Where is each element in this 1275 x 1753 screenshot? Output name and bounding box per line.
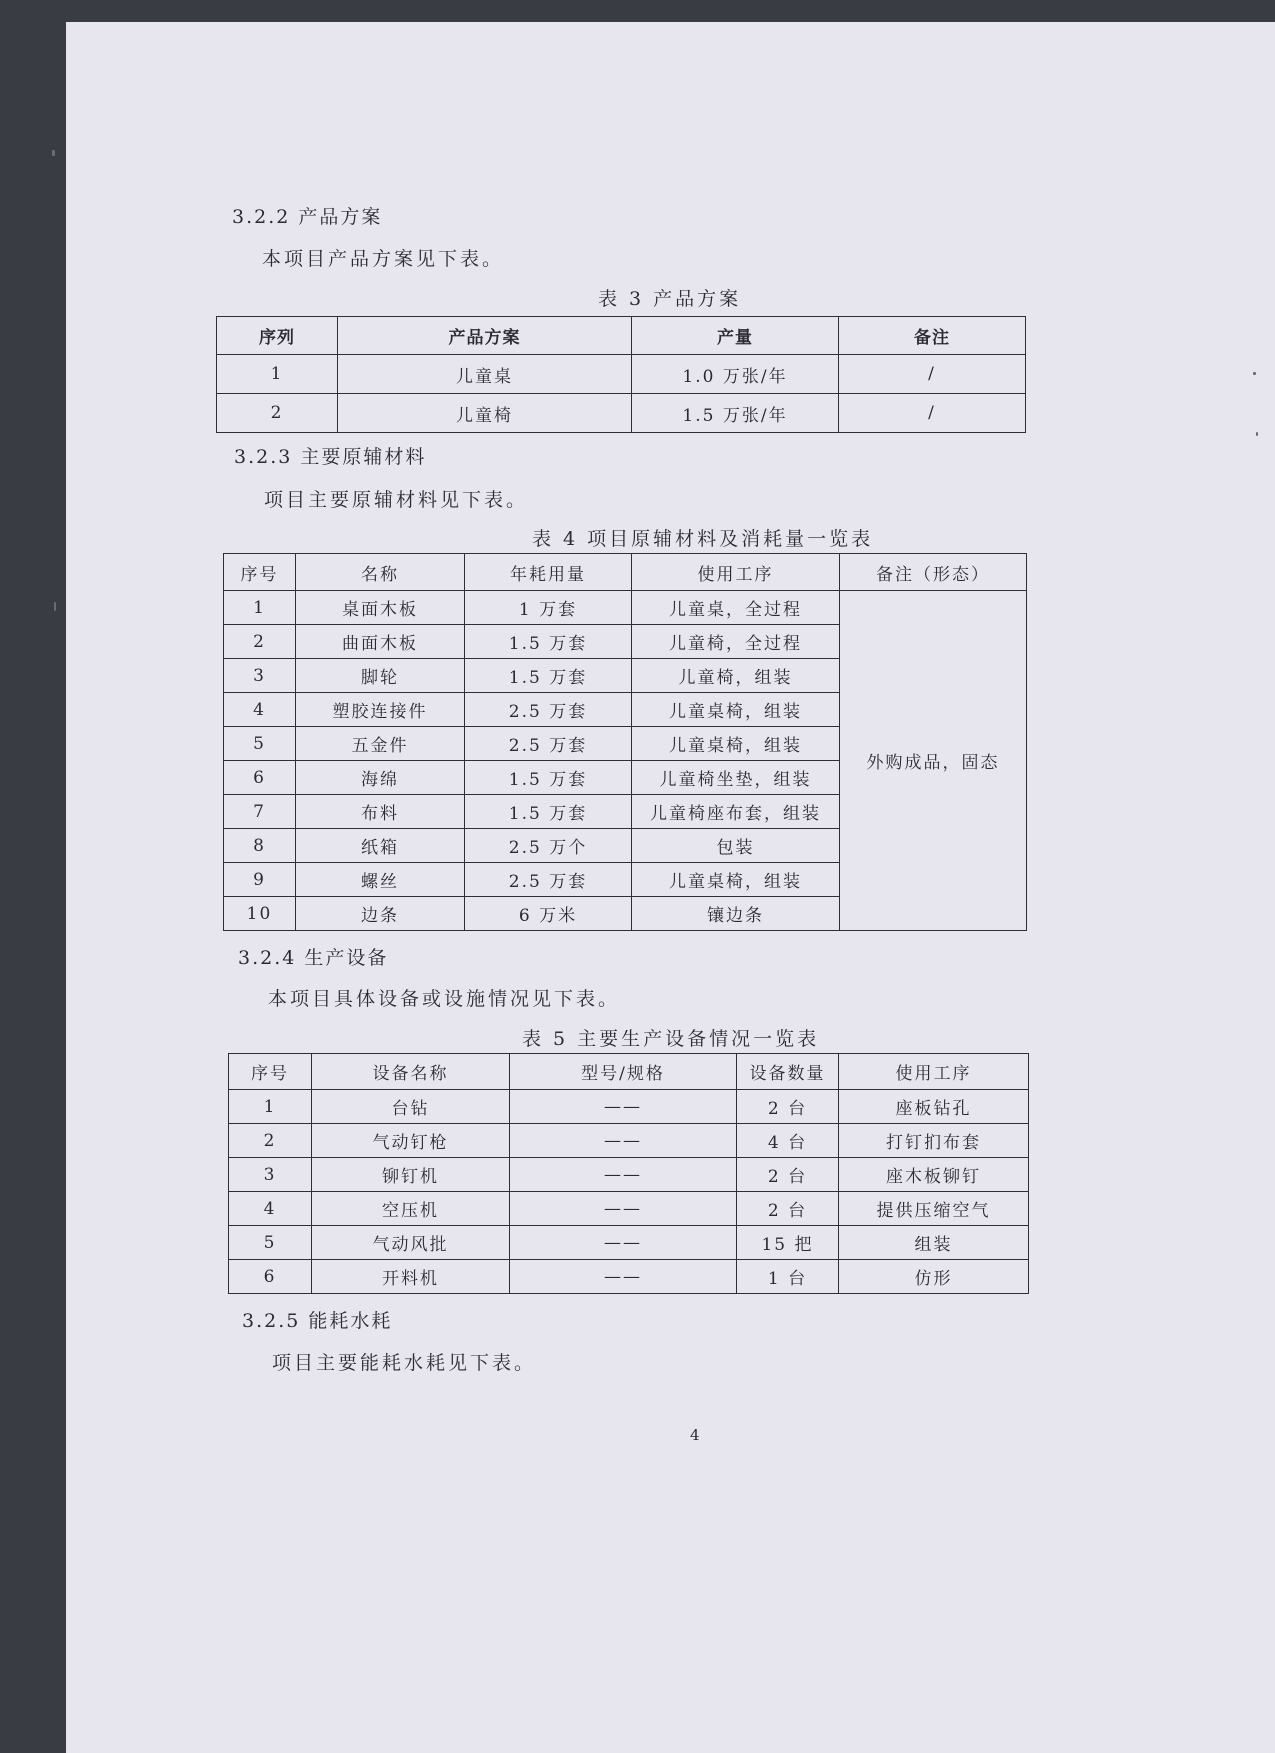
table-row [229,1124,1029,1158]
table-cell: —— [510,1158,737,1192]
table-cell: 儿童桌椅，组装 [632,693,840,727]
table-cell: 儿童桌椅，组装 [632,727,840,761]
table-row [229,1192,1029,1226]
table-cell: 曲面木板 [296,625,465,659]
table-row [229,1260,1029,1294]
table-cell: 9 [224,863,296,897]
table-cell: 2 台 [737,1158,839,1192]
table-cell: 4 台 [737,1124,839,1158]
table-cell: 儿童椅座布套，组装 [632,795,840,829]
table-cell: 气动钉枪 [312,1124,510,1158]
table-cell: 1 [224,591,296,625]
table-cell: / [839,394,1026,433]
section-text-3-2-2: 本项目产品方案见下表。 [262,248,505,270]
table3-header: 序列 [217,317,338,355]
table-cell: 儿童椅坐垫，组装 [632,761,840,795]
table-cell: —— [510,1124,737,1158]
table3-header: 产品方案 [338,317,632,355]
table-cell: 5 [224,727,296,761]
table-cell: 台钻 [312,1090,510,1124]
table-cell: 包装 [632,829,840,863]
table-cell: 2.5 万个 [465,829,632,863]
table-cell: —— [510,1090,737,1124]
table4-header: 年耗用量 [465,554,632,591]
table-cell: 布料 [296,795,465,829]
table-cell: 儿童椅，组装 [632,659,840,693]
table-cell: —— [510,1260,737,1294]
table3-caption: 表 3 产品方案 [598,288,742,310]
table-cell: 6 [229,1260,312,1294]
table-cell: 10 [224,897,296,931]
table5-header: 使用工序 [839,1054,1029,1090]
table-cell: 1 [229,1090,312,1124]
section-heading-3-2-2: 3.2.2 产品方案 [232,206,383,228]
table4-caption: 表 4 项目原辅材料及消耗量一览表 [532,528,874,550]
section-text-3-2-4: 本项目具体设备或设施情况见下表。 [268,988,621,1010]
table4-header: 序号 [224,554,296,591]
table-cell: 脚轮 [296,659,465,693]
table-cell: 6 [224,761,296,795]
document-page [66,22,1275,1753]
table-cell: 1 万套 [465,591,632,625]
table3-product-plan [216,316,1026,433]
table-row [229,1090,1029,1124]
table-row [217,355,1026,394]
table-cell: 空压机 [312,1192,510,1226]
section-heading-3-2-3: 3.2.3 主要原辅材料 [234,446,427,468]
table5-header: 设备名称 [312,1054,510,1090]
table4-header: 使用工序 [632,554,840,591]
table-row [229,1226,1029,1260]
table-cell: 1.5 万张/年 [632,394,839,433]
table-cell: 塑胶连接件 [296,693,465,727]
table-cell: 1 台 [737,1260,839,1294]
table-cell: 螺丝 [296,863,465,897]
table-cell: 纸箱 [296,829,465,863]
table-cell: 镶边条 [632,897,840,931]
table-cell: 儿童桌 [338,355,632,394]
table-cell: 座木板铆钉 [839,1158,1029,1192]
table-cell: 15 把 [737,1226,839,1260]
table-cell: 2.5 万套 [465,863,632,897]
scan-speck [52,150,55,156]
table4-remark-cell: 外购成品，固态 [840,591,1027,931]
table-cell: —— [510,1192,737,1226]
table-cell: 3 [224,659,296,693]
table-cell: 打钉扪布套 [839,1124,1029,1158]
section-heading-3-2-4: 3.2.4 生产设备 [238,947,389,969]
table-row [224,591,1027,625]
table-cell: 7 [224,795,296,829]
table-cell: 海绵 [296,761,465,795]
table-cell: 1 [217,355,338,394]
table4-raw-materials [223,553,1027,931]
table5-caption: 表 5 主要生产设备情况一览表 [522,1028,820,1050]
table-cell: 2.5 万套 [465,693,632,727]
page-number: 4 [690,1426,700,1444]
table-cell: 3 [229,1158,312,1192]
table-cell: 气动风批 [312,1226,510,1260]
table-cell: 2 台 [737,1192,839,1226]
table-cell: 6 万米 [465,897,632,931]
table-cell: 边条 [296,897,465,931]
table-cell: 5 [229,1226,312,1260]
table-cell: 1.0 万张/年 [632,355,839,394]
table-cell: 儿童椅 [338,394,632,433]
table3-header: 产量 [632,317,839,355]
table-cell: 儿童桌，全过程 [632,591,840,625]
table5-header: 设备数量 [737,1054,839,1090]
section-text-3-2-5: 项目主要能耗水耗见下表。 [272,1352,537,1374]
section-heading-3-2-5: 3.2.5 能耗水耗 [242,1310,393,1332]
table-row [217,394,1026,433]
table-cell: 提供压缩空气 [839,1192,1029,1226]
table-cell: —— [510,1226,737,1260]
scan-speck [1256,432,1258,436]
table-cell: 铆钉机 [312,1158,510,1192]
scan-speck [54,602,56,611]
scan-speck [1253,372,1256,375]
table-row [229,1158,1029,1192]
table5-header: 序号 [229,1054,312,1090]
table-cell: / [839,355,1026,394]
table-cell: 4 [229,1192,312,1226]
table-cell: 2 [224,625,296,659]
table-cell: 儿童椅，全过程 [632,625,840,659]
table4-header: 名称 [296,554,465,591]
table-cell: 2.5 万套 [465,727,632,761]
table-cell: 1.5 万套 [465,659,632,693]
table-cell: 开料机 [312,1260,510,1294]
table-cell: 儿童桌椅，组装 [632,863,840,897]
table4-header-row [224,554,1027,591]
table5-header: 型号/规格 [510,1054,737,1090]
table-cell: 组装 [839,1226,1029,1260]
table-cell: 2 [229,1124,312,1158]
table4-header: 备注（形态） [840,554,1027,591]
table-cell: 桌面木板 [296,591,465,625]
table-cell: 1.5 万套 [465,795,632,829]
table-cell: 2 台 [737,1090,839,1124]
table5-header-row [229,1054,1029,1090]
table3-header: 备注 [839,317,1026,355]
table3-header-row [217,317,1026,355]
section-text-3-2-3: 项目主要原辅材料见下表。 [264,489,529,511]
table-cell: 1.5 万套 [465,761,632,795]
table-cell: 仿形 [839,1260,1029,1294]
table5-equipment [228,1053,1029,1294]
table-cell: 8 [224,829,296,863]
table-cell: 五金件 [296,727,465,761]
table-cell: 2 [217,394,338,433]
table-cell: 1.5 万套 [465,625,632,659]
table-cell: 4 [224,693,296,727]
table-cell: 座板钻孔 [839,1090,1029,1124]
